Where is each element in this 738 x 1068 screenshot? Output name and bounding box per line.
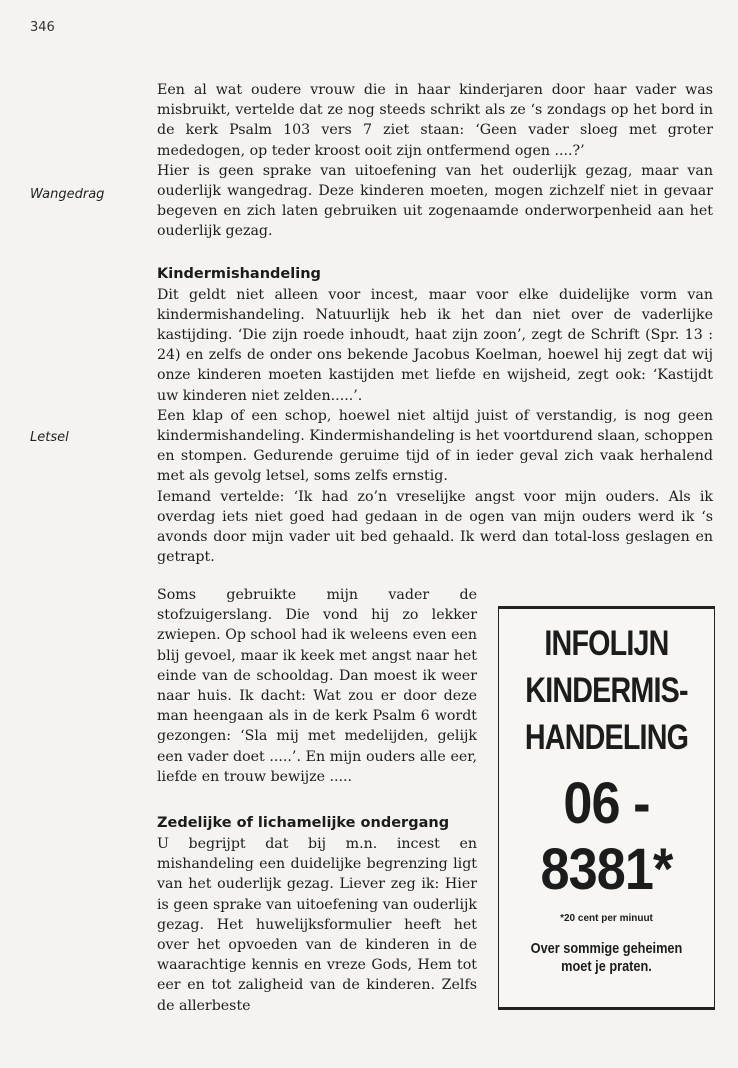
kindermishandeling-paragraph-3: Iemand vertelde: ‘Ik had zo’n vreselijke angst voor mijn ouders. Als ik overdag iets niet goed had gedaan in de ogen van mijn ouders werd ik ‘s avonds door mijn vader uit bed gehaald. Ik werd dan total-loss geslagen en getrapt. [157, 488, 713, 566]
page-number: 346 [30, 20, 55, 35]
heading-kindermishandeling: Kindermishandeling [157, 265, 321, 282]
ad-slogan: Over sommige geheimen moet je praten. [530, 940, 683, 975]
kindermishandeling-paragraph-1: Dit geldt niet alleen voor incest, maar voor elke duidelijke vorm van kindermishandeling. Natuurlijk heb ik het dan niet over de vaderlijke kastijding. ‘Die zijn roede inhoudt, haat zijn zoon’, zegt de Schrift (Spr. 13 : 24) en zelfs de onder ons bekende Jacobus Koelman, hoewel hij zegt dat wij onze kinderen moeten kastijden met liefde en wijsheid, zegt ook: ‘Kastijdt uw kinderen niet zelden.....’. [157, 286, 713, 404]
ad-top-rule [499, 606, 714, 609]
kindermishandeling-paragraph-2: Een klap of een schop, hoewel niet altijd juist of verstandig, is nog geen kindermishandeling. Kindermishandeling is het voortdurend slaan, schoppen en stompen. Gedurende geruime tijd of in ieder geval zich vaak herhalend met als gevolg letsel, soms zelfs ernstig. [157, 407, 713, 485]
infolijn-advertisement [498, 606, 715, 1010]
margin-note-letsel: Letsel [30, 430, 69, 445]
heading-ondergang: Zedelijke of lichamelijke ondergang [157, 815, 450, 832]
ad-footnote: *20 cent per minuut [560, 913, 653, 924]
intro-paragraph-2: Hier is geen sprake van uitoefening van het ouderlijk gezag, maar van ouderlijk wangedrag. Deze kinderen moeten, mogen zichzelf niet in gevaar begeven en zich laten gebruiken uit zogenaamde onderworpenheid aan het ouderlijk gezag. [157, 162, 713, 240]
ad-bottom-rule [499, 1007, 714, 1010]
kindermishandeling-paragraph-3-continued: Soms gebruikte mijn vader de stofzuigerslang. Die vond hij zo lekker zwiepen. Op school had ik weleens even een blij gevoel, maar ik keek met angst naar het einde van de schooldag. Dan moest ik weer naar huis. Ik dacht: Wat zou er door deze man heengaan als in de kerk Psalm 6 wordt gezongen: ‘Sla mij met medelijden, gelijk een vader doet .....’. En mijn ouders alle eer, liefde en trouw bewijze ..... [157, 587, 477, 785]
ondergang-paragraph: U begrijpt dat bij m.n. incest en mishandeling een duidelijke begrenzing ligt van het ouderlijk gezag. Liever zeg ik: Hier is geen sprake van uitoefening van ouderlijk gezag. Het huwelijksformulier heeft het over het opvoeden van de kinderen in de waarachtige kennis en vreze Gods, Hem tot eer en tot zaligheid van de kinderen. Zelfs de allerbeste [157, 836, 477, 1014]
wrapped-text-column [157, 585, 477, 1016]
ad-phone-number: 06 - 8381* [540, 771, 673, 902]
intro-paragraph-1: Een al wat oudere vrouw die in haar kinderjaren door haar vader was misbruikt, vertelde dat ze nog steeds schrikt als ze ‘s zondags op het bord in de kerk Psalm 103 vers 7 ziet staan: ‘Geen vader sloeg met groter mededogen, op teder kroost ooit zijn ontfermend ogen ....?’ [157, 82, 713, 159]
margin-note-wangedrag: Wangedrag [30, 187, 105, 202]
main-text-column [157, 80, 713, 567]
ad-title: INFOLIJN KINDERMIS- HANDELING [524, 624, 689, 757]
